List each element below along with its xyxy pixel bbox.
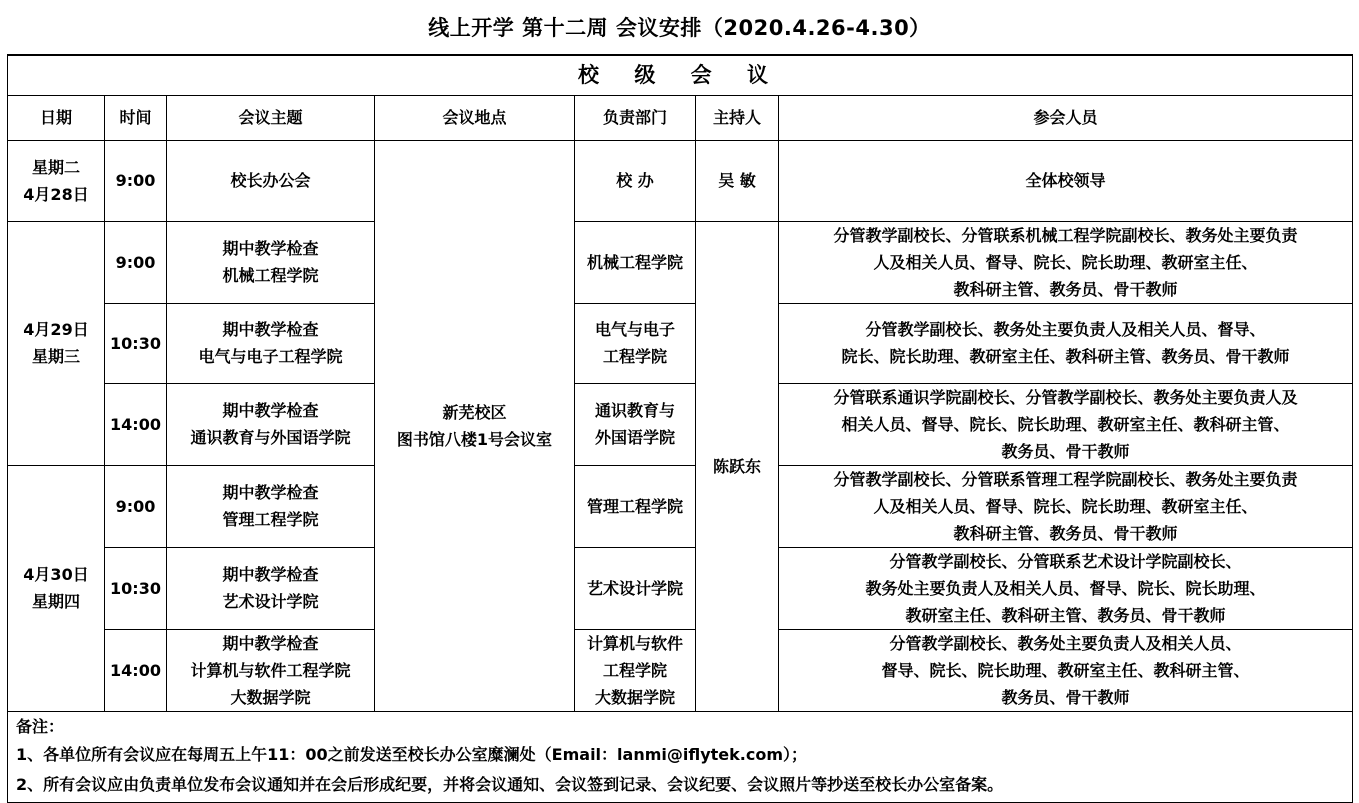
header-date: 日期 bbox=[8, 95, 105, 140]
section-title-row bbox=[8, 55, 1353, 95]
header-topic: 会议主题 bbox=[167, 95, 375, 140]
attendees-cell: 分管教学副校长、教务处主要负责人及相关人员、督导、 院长、院长助理、教研室主任、教科研主管、教务员、骨干教师 bbox=[779, 303, 1353, 383]
meeting-schedule-table bbox=[7, 54, 1353, 803]
time-cell: 14:00 bbox=[105, 383, 167, 465]
header-time: 时间 bbox=[105, 95, 167, 140]
host-cell: 陈跃东 bbox=[696, 221, 779, 711]
notes-cell bbox=[8, 711, 1353, 802]
attendees-cell: 分管教学副校长、分管联系机械工程学院副校长、教务处主要负责 人及相关人员、督导、院长、院长助理、教研室主任、 教科研主管、教务员、骨干教师 bbox=[779, 221, 1353, 303]
venue-cell: 新芜校区 图书馆八楼1号会议室 bbox=[375, 140, 575, 711]
dept-cell: 校 办 bbox=[575, 140, 696, 221]
topic-cell: 期中教学检查 通识教育与外国语学院 bbox=[167, 383, 375, 465]
dept-cell: 艺术设计学院 bbox=[575, 547, 696, 629]
topic-cell: 期中教学检查 艺术设计学院 bbox=[167, 547, 375, 629]
topic-cell: 期中教学检查 电气与电子工程学院 bbox=[167, 303, 375, 383]
note-item: 2、所有会议应由负责单位发布会议通知并在会后形成纪要，并将会议通知、会议签到记录、会议纪要、会议照片等抄送至校长办公室备案。 bbox=[16, 774, 1004, 794]
time-cell: 9:00 bbox=[105, 140, 167, 221]
dept-cell: 管理工程学院 bbox=[575, 465, 696, 547]
table-row bbox=[8, 465, 1353, 547]
topic-cell: 期中教学检查 机械工程学院 bbox=[167, 221, 375, 303]
host-cell: 吴 敏 bbox=[696, 140, 779, 221]
table-row bbox=[8, 629, 1353, 711]
notes-row bbox=[8, 711, 1353, 802]
table-row bbox=[8, 221, 1353, 303]
section-title: 校 级 会 议 bbox=[8, 55, 1353, 95]
dept-cell: 机械工程学院 bbox=[575, 221, 696, 303]
header-venue: 会议地点 bbox=[375, 95, 575, 140]
table-row bbox=[8, 547, 1353, 629]
topic-cell: 期中教学检查 计算机与软件工程学院 大数据学院 bbox=[167, 629, 375, 711]
attendees-cell: 分管教学副校长、教务处主要负责人及相关人员、 督导、院长、院长助理、教研室主任、教科研主管、 教务员、骨干教师 bbox=[779, 629, 1353, 711]
dept-cell: 计算机与软件 工程学院 大数据学院 bbox=[575, 629, 696, 711]
time-cell: 10:30 bbox=[105, 547, 167, 629]
topic-cell: 校长办公会 bbox=[167, 140, 375, 221]
topic-cell: 期中教学检查 管理工程学院 bbox=[167, 465, 375, 547]
attendees-cell: 分管联系通识学院副校长、分管教学副校长、教务处主要负责人及 相关人员、督导、院长、院长助理、教研室主任、教科研主管、 教务员、骨干教师 bbox=[779, 383, 1353, 465]
table-row bbox=[8, 140, 1353, 221]
header-dept: 负责部门 bbox=[575, 95, 696, 140]
table-row bbox=[8, 383, 1353, 465]
page-title: 线上开学 第十二周 会议安排（2020.4.26-4.30） bbox=[428, 16, 931, 40]
time-cell: 9:00 bbox=[105, 221, 167, 303]
header-row bbox=[8, 95, 1353, 140]
attendees-cell: 全体校领导 bbox=[779, 140, 1353, 221]
attendees-cell: 分管教学副校长、分管联系艺术设计学院副校长、 教务处主要负责人及相关人员、督导、院长、院长助理、 教研室主任、教科研主管、教务员、骨干教师 bbox=[779, 547, 1353, 629]
time-cell: 9:00 bbox=[105, 465, 167, 547]
header-host: 主持人 bbox=[696, 95, 779, 140]
attendees-cell: 分管教学副校长、分管联系管理工程学院副校长、教务处主要负责 人及相关人员、督导、院长、院长助理、教研室主任、 教科研主管、教务员、骨干教师 bbox=[779, 465, 1353, 547]
note-item: 1、各单位所有会议应在每周五上午11：00之前发送至校长办公室糜澜处（Email：lanmi@iflytek.com）； bbox=[16, 744, 808, 764]
time-cell: 10:30 bbox=[105, 303, 167, 383]
header-attendees: 参会人员 bbox=[779, 95, 1353, 140]
date-cell: 4月29日 星期三 bbox=[8, 221, 105, 465]
dept-cell: 通识教育与 外国语学院 bbox=[575, 383, 696, 465]
time-cell: 14:00 bbox=[105, 629, 167, 711]
dept-cell: 电气与电子 工程学院 bbox=[575, 303, 696, 383]
date-cell: 4月30日 星期四 bbox=[8, 465, 105, 711]
date-cell: 星期二 4月28日 bbox=[8, 140, 105, 221]
notes-heading: 备注： bbox=[16, 716, 65, 736]
table-row bbox=[8, 303, 1353, 383]
